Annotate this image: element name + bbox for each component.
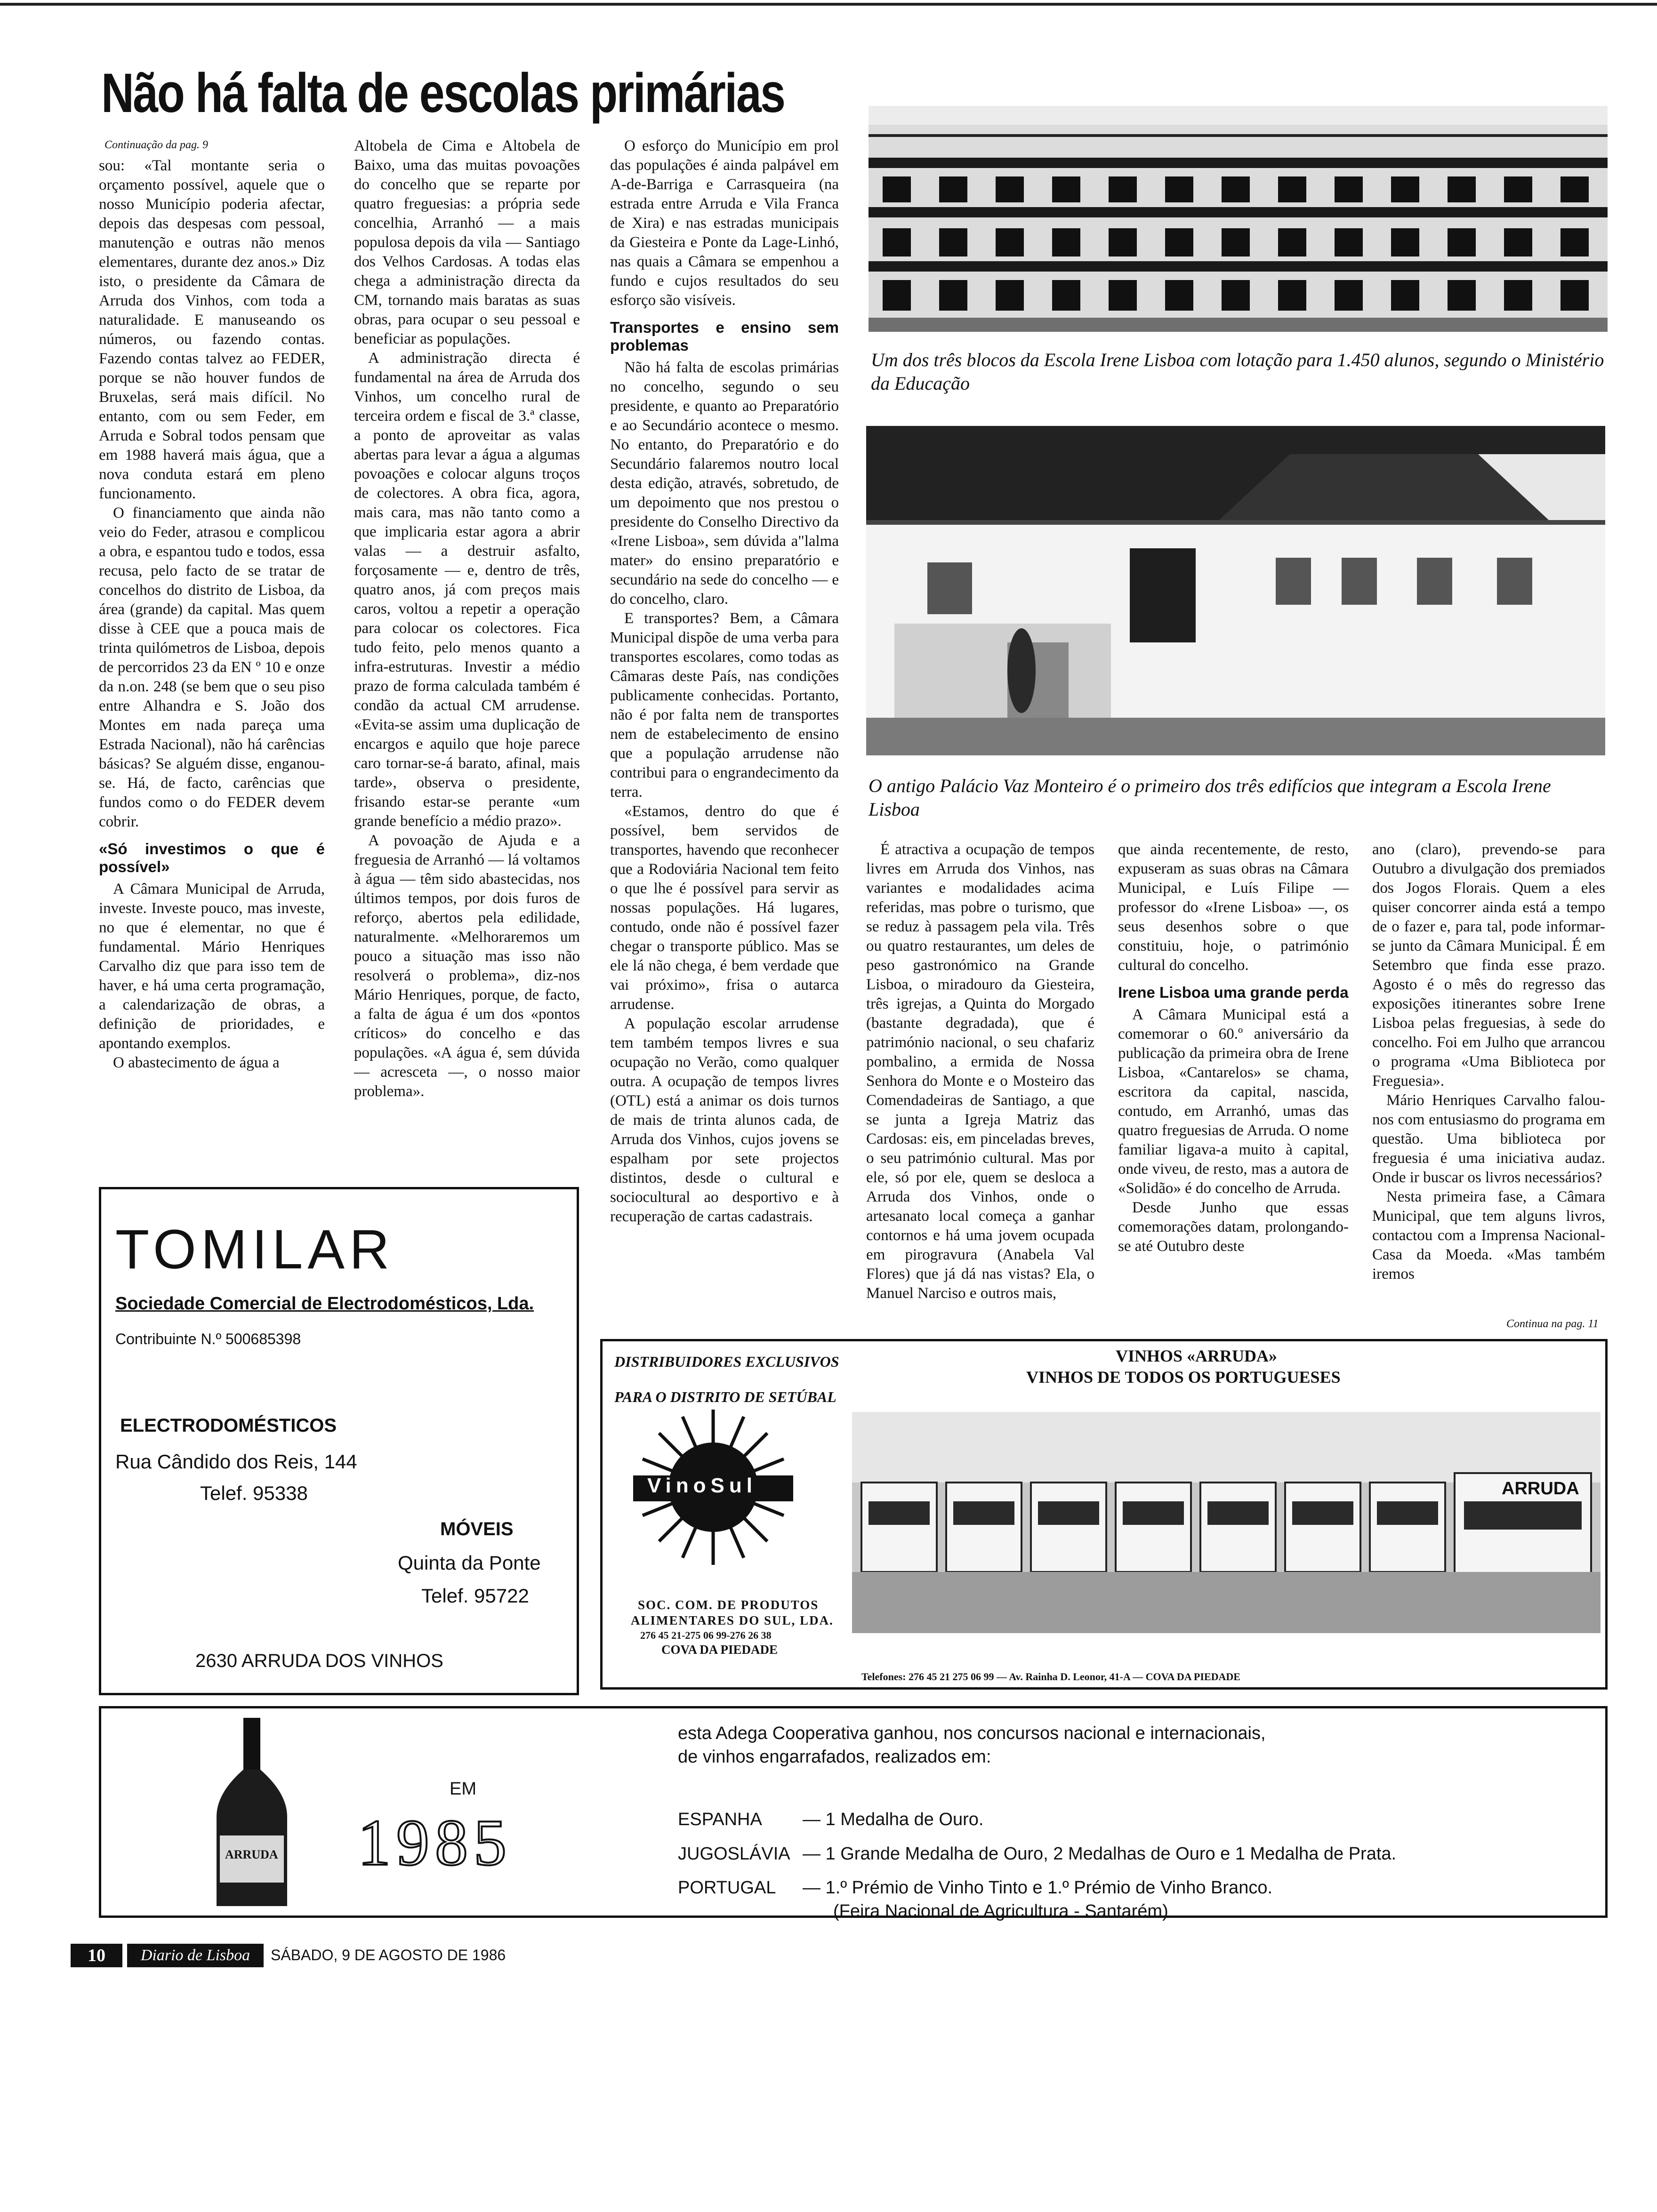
vinosul-title-1: VINHOS «ARRUDA»	[1116, 1346, 1278, 1365]
caption-school-block: Um dos três blocos da Escola Irene Lisboa com lotação para 1.450 alunos, segundo o Ministério da Educação	[871, 349, 1604, 394]
headline: Não há falta de escolas primárias	[101, 62, 785, 124]
vinosul-trucks-photo	[852, 1412, 1601, 1633]
vinosul-logo-text: VinoSul	[647, 1474, 757, 1497]
palace-image	[866, 426, 1605, 755]
tomilar-logo: TOMILAR	[115, 1218, 394, 1281]
newspaper-name: Diario de Lisboa	[127, 1944, 264, 1967]
page-footer	[71, 1944, 777, 1972]
tomilar-address-2: Quinta da Ponte	[398, 1552, 541, 1574]
adega-intro-2: de vinhos engarrafados, realizados em:	[678, 1747, 991, 1767]
article-column-4	[866, 840, 1094, 1303]
col1-paragraph: O abastecimento de água a	[113, 1054, 280, 1071]
vinosul-footer: Telefones: 276 45 21 275 06 99 — Av. Rainha D. Leonor, 41-A — COVA DA PIEDADE	[861, 1671, 1240, 1683]
vinosul-company-1: SOC. COM. DE PRODUTOS	[638, 1598, 819, 1612]
vinosul-truck-label: ARRUDA	[1502, 1479, 1579, 1499]
col1-paragraph: sou: «Tal montante seria o orçamento possível, aquele que o nosso Município poderia afectar, depois das despesas com pessoal, manutenção e outras não menos elementares, durante dez anos.» Diz isto, o presidente da Câmara de Arruda dos Vinhos, com toda a naturalidade. E manuseando os números, ou fazendo contas. Fazendo contas talvez ao FEDER, porque se não houver fundos de Bruxelas, será mais difícil. No entanto, com ou sem Feder, em Arruda e Sobral todos pensam que em 1988 haverá mais água, que a nova conduta estará em pleno funcionamento.	[99, 157, 325, 502]
col6-paragraph: Nesta primeira fase, a Câmara Municipal, que tem alguns livros, contactou com a Imprensa Nacional-Casa da Moeda. «Mas também iremos	[1372, 1188, 1605, 1282]
tomilar-phone-2: Telef. 95722	[421, 1585, 529, 1607]
adega-em: EM	[450, 1779, 476, 1799]
col5-paragraph: Desde Junho que essas comemorações datam, prolongando-se até Outubro deste	[1118, 1199, 1349, 1255]
adega-year: 1985	[358, 1806, 512, 1879]
vinosul-line-1: DISTRIBUIDORES EXCLUSIVOS	[614, 1353, 839, 1370]
col1-subheading: «Só investimos o que é possível»	[99, 840, 325, 875]
tomilar-section-electro: ELECTRODOMÉSTICOS	[120, 1415, 337, 1436]
issue-date: SÁBADO, 9 DE AGOSTO DE 1986	[271, 1947, 506, 1964]
tomilar-phone-1: Telef. 95338	[200, 1482, 308, 1504]
adega-country: ESPANHA	[678, 1810, 762, 1829]
tomilar-city: 2630 ARRUDA DOS VINHOS	[195, 1651, 443, 1671]
wine-bottle-icon	[209, 1718, 294, 1911]
bottle-label: ARRUDA	[225, 1848, 278, 1861]
adega-intro-1: esta Adega Cooperativa ganhou, nos concursos nacional e internacionais,	[678, 1723, 1266, 1743]
col2-paragraph: A povoação de Ajuda e a freguesia de Arranhó — lá voltamos à água — têm sido abastecidas, nos últimos tempos, por dois furos de reforço, abertos pela edilidade, naturalmente. «Melhoraremos um pouco a situação mas isso não resolverá o problema», diz-nos Mário Henriques, porque, de facto, a falta de água é um dos «pontos críticos» do concelho e das populações. «A água é, sem dúvida — acresceta —, o nosso maior problema».	[354, 832, 580, 1100]
trucks-image	[852, 1412, 1601, 1633]
col5-paragraph: A Câmara Municipal está a comemorar o 60.º aniversário da publicação da primeira obra de Irene Lisboa, «Cantarelos» se chama, escritora da capital, nascida, contudo, em Arranhó, umas das quatro freguesias de Arruda. O nome familiar ligava-a muito à capital, onde viveu, de resto, mas a autora de «Solidão» é do concelho de Arruda.	[1118, 1006, 1349, 1197]
tomilar-address-1: Rua Cândido dos Reis, 144	[115, 1451, 357, 1473]
vinosul-title-2: VINHOS DE TODOS OS PORTUGUESES	[1026, 1368, 1341, 1387]
photo-school-block	[869, 106, 1608, 332]
article-column-3	[610, 136, 839, 1226]
article-column-1	[99, 156, 325, 1073]
vinosul-line-2: PARA O DISTRITO DE SETÚBAL	[614, 1388, 837, 1405]
adega-prize: — 1 Medalha de Ouro.	[803, 1810, 984, 1829]
article-column-5	[1118, 840, 1349, 1256]
col3-paragraph: «Estamos, dentro do que é possível, bem servidos de transportes, havendo que reconhecer que a Rodoviária Nacional tem feito o que lhe é possível para servir as nossas populações. Há lugares, contudo, onde não é possível fazer chegar o transporte público. Mas se ele lá não chega, é bem verdade que vai próximo», frisa o autarca arrudense.	[610, 803, 839, 1013]
ad-adega	[99, 1706, 1608, 1921]
col1-paragraph: A Câmara Municipal de Arruda, investe. Investe pouco, mas investe, no que é elementar, no que é fundamental. Mário Henriques Carvalho diz que para isso tem de haver, e há uma certa programação, a calendarização de obras, a definição de prioridades, e apontando exemplos.	[99, 881, 325, 1052]
page-number: 10	[71, 1944, 122, 1967]
caption-palace: O antigo Palácio Vaz Monteiro é o primeiro dos três edifícios que integram a Escola Irene Lisboa	[869, 775, 1551, 820]
col3-paragraph: A população escolar arrudense tem também tempos livres e sua ocupação no Verão, como qualquer outra. A ocupação de tempos livres (OTL) está a animar os dois turnos de mais de trinta alunos cada, de Arruda dos Vinhos, cujos jovens se espalham por sete projectos distintos, desde o cultural e sociocultural ao desportivo e à recuperação de cartas cadastrais.	[610, 1015, 839, 1225]
ad-tomilar	[99, 1187, 579, 1695]
continuation-to: Continua na pag. 11	[1506, 1318, 1599, 1330]
tomilar-subtitle: Sociedade Comercial de Electrodomésticos, Lda.	[115, 1294, 534, 1314]
vinosul-phones: 276 45 21-275 06 99-276 26 38	[640, 1629, 772, 1641]
col2-paragraph: A administração directa é fundamental na área de Arruda dos Vinhos, um concelho rural de terceira ordem e fiscal de 3.ª classe, a ponto de aproveitar as valas abertas para levar a água a algumas povoações e colocar alguns troços de colectores. A obra fica, agora, mais cara, mas não tanto como a que implicaria estar agora a abrir valas — a destruir asfalto, forçosamente — e, dentro de três, quatro anos, já com preços mais caros, voltou a repetir a operação para colocar os colectores. Fica tudo feito, pelo menos quanto a infra-estruturas. Investir a médio prazo de forma calculada também é condão da actual CM arrudense. «Evita-se assim uma duplicação de encargos e aquilo que hoje parece caro tornar-se-á barato, afinal, mais tarde», observa o presidente, frisando estar-se perante «um grande benefício a médio prazo».	[354, 350, 580, 830]
vinosul-company-2: ALIMENTARES DO SUL, LDA.	[631, 1613, 834, 1627]
adega-prize: — 1.º Prémio de Vinho Tinto e 1.º Prémio de Vinho Branco.	[803, 1878, 1273, 1898]
col3-subheading: Transportes e ensino sem problemas	[610, 319, 839, 354]
tomilar-contribuinte: Contribuinte N.º 500685398	[115, 1330, 301, 1347]
article-column-2	[354, 136, 580, 1101]
col3-paragraph: Não há falta de escolas primárias no concelho, segundo o seu presidente, e quanto ao Preparatório e ao Secundário acontece o mesmo. No entanto, do Preparatório e do Secundário falaremos noutro local desta edição, através, sobretudo, de um depoimento que nos prestou o presidente do Conselho Directivo da «Irene Lisboa», sem dúvida a"lalma mater» do ensino preparatório e secundário na sede do concelho — e do concelho, claro.	[610, 359, 839, 608]
continuation-from: Continuação da pag. 9	[105, 139, 208, 151]
col1-paragraph: O financiamento que ainda não veio do Feder, atrasou e complicou a obra, e espantou tudo e todos, essa recusa, pelo facto de se tratar de concelhos do distrito de Lisboa, da área (grande) da capital. Mas quem disse à CEE que a pouca mais de trinta quilómetros de Lisboa, depois de percorridos 23 da EN º 10 e onze da n.on. 248 (se bem que o seu piso entre Alhandra e S. João dos Montes em nada pareça uma Estrada Nacional), não há carências básicas? Se alguém disse, enganou-se. Há, de facto, carências que fundos como o do FEDER devem cobrir.	[99, 505, 325, 830]
ad-vinosul	[600, 1339, 1608, 1690]
adega-note: (Feira Nacional de Agricultura - Santarém)	[833, 1901, 1168, 1921]
col3-paragraph: E transportes? Bem, a Câmara Municipal dispõe de uma verba para transportes escolares, como todas as Câmaras deste País, nas condições publicamente conhecidas. Portanto, não é por falta nem de transportes nem de estabelecimento de ensino que a população arrudense não contribui para o engrandecimento da terra.	[610, 610, 839, 801]
vinosul-place: COVA DA PIEDADE	[661, 1643, 778, 1657]
col4-paragraph: É atractiva a ocupação de tempos livres em Arruda dos Vinhos, nas variantes e modalidades acima referidas, mas pobre o turismo, que se reduz à passagem pela vila. Três ou quatro restaurantes, um deles de peso gastronómico na Grande Lisboa, o miradouro da Giesteira, três igrejas, a Quinta do Morgado (bastante degradada), que é património nacional, o seu chafariz pombalino, a ermida de Nossa Senhora do Monte e o Mosteiro das Comendadeiras de Santiago, a que se junta a Igreja Matriz das Cardosas: eis, em pinceladas breves, o seu património cultural. Mas por ele, só por ele, quem se desloca a Arruda dos Vinhos, onde o artesanato local começa a ganhar contornos e há uma jovem ocupada em pirogravura (Anabela Val Flores) que já dá nas vistas? Ela, o Manuel Narciso e outros mais,	[866, 841, 1094, 1302]
adega-country: PORTUGAL	[678, 1878, 776, 1898]
article-column-6	[1372, 840, 1605, 1284]
tomilar-section-moveis: MÓVEIS	[440, 1519, 514, 1539]
col3-paragraph: O esforço do Município em prol das populações é ainda palpável em A-de-Barriga e Carrasqueira (na estrada entre Arruda e Vila Franca de Xira) e nas estradas municipais da Giesteira e Ponte da Lage-Linhó, nas quais a Câmara se empenhou a fundo e cujos resultados do seu esforço são visíveis.	[610, 137, 839, 309]
school-block-image	[869, 106, 1608, 332]
col2-paragraph: Altobela de Cima e Altobela de Baixo, uma das muitas povoações do concelho que se reparte por quatro freguesias: a própria sede concelhia, Arranhó — a mais populosa depois da vila — Santiago dos Velhos Cardosas. A todas elas chega a administração directa da CM, tornando mais baratas as suas obras, para ocupar o seu pessoal e beneficiar as populações.	[354, 137, 580, 347]
photo-palace	[866, 426, 1605, 755]
col5-subheading: Irene Lisboa uma grande perda	[1118, 984, 1349, 1001]
col5-paragraph: que ainda recentemente, de resto, expuseram as suas obras na Câmara Municipal, e Luís Filipe — professor do «Irene Lisboa» —, os seus desenhos sobre o que constituiu, hoje, o património cultural do concelho.	[1118, 841, 1349, 974]
adega-country: JUGOSLÁVIA	[678, 1844, 790, 1864]
top-rule	[0, 3, 1657, 6]
col6-paragraph: Mário Henriques Carvalho falou-nos com entusiasmo do programa em questão. Uma biblioteca por freguesia é uma iniciativa audaz. Onde ir buscar os livros necessários?	[1372, 1092, 1605, 1186]
col6-paragraph: ano (claro), prevendo-se para Outubro a divulgação dos premiados dos Jogos Florais. Quem a eles quiser concorrer ainda está a tempo de o fazer e, para tal, pode informar-se junto da Câmara Municipal. É em Setembro que finda esse prazo. Agosto é o mês do regresso das exposições itinerantes sobre Irene Lisboa pelas freguesias, à sede do concelho. Foi em Julho que arrancou o programa «Uma Biblioteca por Freguesia».	[1372, 841, 1605, 1090]
adega-prize: — 1 Grande Medalha de Ouro, 2 Medalhas de Ouro e 1 Medalha de Prata.	[803, 1844, 1397, 1864]
